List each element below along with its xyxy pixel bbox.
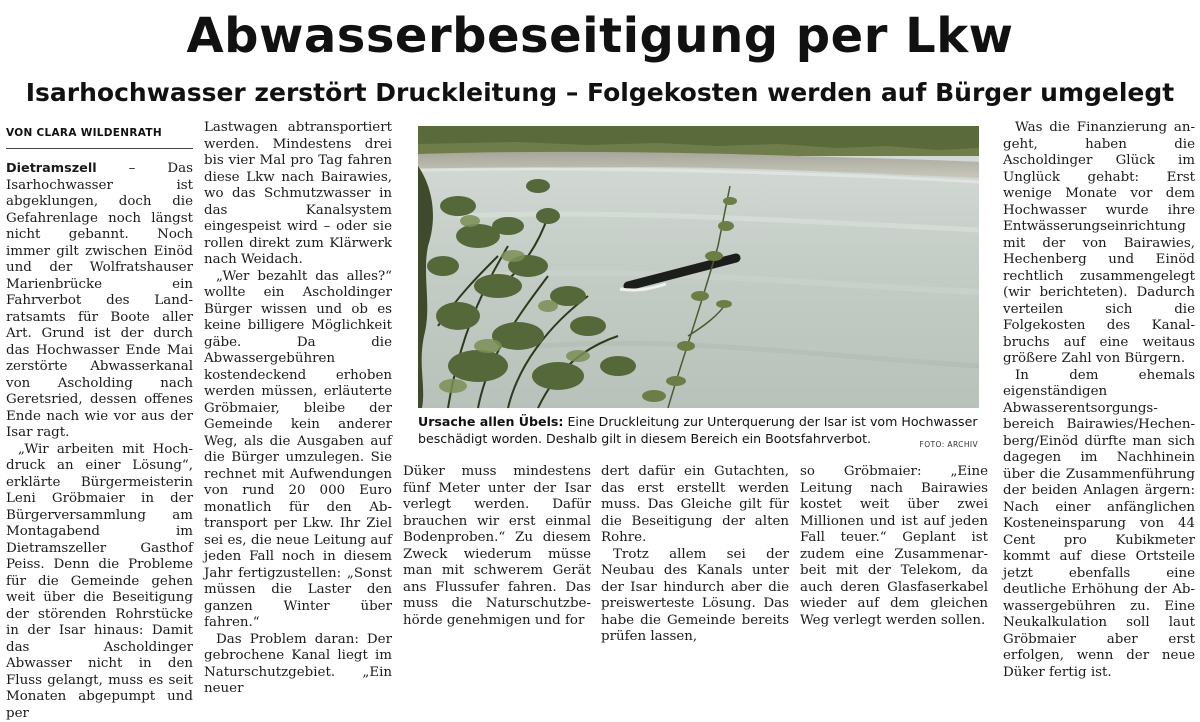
article-column-2 <box>204 120 392 616</box>
article-photo <box>418 126 979 408</box>
article-paragraph: Trotz allem sei der Neubau des Kanals unter der Isar hindurch aber die preiswerteste Lösung. Das habe die Gemeinde bereits prüfen lassen, <box>601 547 789 646</box>
byline: VON CLARA WILDENRATH <box>6 120 193 149</box>
article-paragraph: „Wer bezahlt das alles?“ wollte ein Ascholdinger Bürger wissen und ob es keine billigere Möglichkeit gäbe. Da die Abwassergebühren kostendeckend erhoben werden müssen, erläuterte Gröbmaier, bleibe der Gemeinde kein anderer Weg, als die Ausgaben auf die Bürger umzulegen. Sie rechnet mit Aufwendungen von rund 20 000 Euro monatlich für den Abtransport per Lkw. Ihr Ziel sei es, die neue Leitung auf jeden Fall noch in diesem Jahr fertigzustellen: „Sonst müssen die Laster den ganzen Winter über fahren.“ <box>204 269 392 632</box>
headline: Abwasserbeseitigung per Lkw <box>0 4 1200 68</box>
river-pipe-image <box>418 126 979 408</box>
caption-lead: Ursache allen Übels: <box>418 414 563 429</box>
photo-caption <box>418 413 980 457</box>
article-paragraph <box>6 161 193 442</box>
article-paragraph: In dem ehemals eigenständigen Abwasserentsorgungsbereich Bairawies/Hechenberg/Einöd dürfte man sich dagegen im Nachhinein über die Zusammenführung der beiden Anlagen ärgern: Nach einer anfänglichen Kosteneinsparung von 44 Cent pro Kubikmeter kommt auf diese Ortsteile jetzt ebenfalls eine deutliche Erhöhung der Abwassergebühren zu. Eine Neukalkulation soll laut Gröbmaier aber erst erfolgen, wenn der neue Düker fertig ist. <box>1003 368 1195 682</box>
article-column-1 <box>6 120 193 616</box>
subheadline: Isarhochwasser zerstört Druckleitung – Folgekosten werden auf Bürger umgelegt <box>0 74 1200 112</box>
article-paragraph: Lastwagen abtransportiert werden. Mindestens drei bis vier Mal pro Tag fahren diese Lkw nach Bairawies, wo das Schmutzwasser in das Kanalsystem eingespeist wird – oder sie rollen direkt zum Klärwerk nach Weidach. <box>204 120 392 269</box>
article-paragraph: Das Problem daran: Der gebrochene Kanal liegt im Naturschutzgebiet. „Ein neuer <box>204 632 392 698</box>
article-column-5 <box>800 464 988 616</box>
article-paragraph: dert dafür ein Gutachten, das erst erstellt werden muss. Das Gleiche gilt für die Beseitigung der alten Rohre. <box>601 464 789 547</box>
article-column-3 <box>403 464 591 616</box>
caption-text: Eine Druckleitung zur Unterquerung der Isar ist vom Hochwasser beschädigt worden. Deshalb gilt in diesem Bereich ein Bootsfahrverbot. <box>418 414 978 446</box>
article-paragraph: Was die Finanzierung angeht, haben die Ascholdinger Glück im Unglück gehabt: Erst wenige Monate vor dem Hochwasser wurde ihre Entwässerungseinrichtung mit der von Bairawies, Hechenberg und Einöd rechtlich zusammengelegt (wir berichteten). Dadurch verteilen sich die Folgekosten des Kanalbruchs auf eine weitaus größere Zahl von Bürgern. <box>1003 120 1195 368</box>
paragraph-text: – Das Isarhochwasser ist abgeklungen, doch die Gefahrenlage noch längst nicht gebannt. Noch immer gilt zwischen Einöd und der Wolfratshauser Marienbrücke ein Fahrverbot des Landratsamts für Boote aller Art. Grund ist der durch das Hochwasser Ende Mai zerstörte Abwasserkanal von Ascholding nach Geretsried, dessen offenes Ende nach wie vor aus der Isar ragt. <box>6 161 193 440</box>
photo-credit: FOTO: ARCHIV <box>920 440 978 450</box>
article-column-4 <box>601 464 789 616</box>
dateline: Dietramszell <box>6 161 97 176</box>
article-paragraph: Düker muss mindestens fünf Meter unter der Isar verlegt werden. Dafür brauchen wir erst einmal Bodenproben.“ Zu diesem Zweck wiederum müsse man mit schwerem Gerät ans Flussufer fahren. Das muss die Naturschutzbehörde genehmigen und for <box>403 464 591 629</box>
article-column-6 <box>1003 120 1195 616</box>
article-paragraph: „Wir arbeiten mit Hochdruck an einer Lösung“, erklärte Bürgermeisterin Leni Gröbmaier in der Bürgerversammlung am Montagabend im Dietramszeller Gasthof Peiss. Denn die Probleme für die Gemeinde gehen weit über die Beseitigung der störenden Rohrstücke in der Isar hinaus: Damit das Ascholdinger Abwasser nicht in den Fluss gelangt, muss es seit Monaten abgepumpt und per <box>6 442 193 722</box>
article-paragraph: so Gröbmaier: „Eine Leitung nach Bairawies kostet weit über zwei Millionen und ist auf jeden Fall teuer.“ Geplant ist zudem eine Zusammenarbeit mit der Telekom, da auch deren Glasfaserkabel wieder auf dem gleichen Weg verlegt werden sollen. <box>800 464 988 629</box>
